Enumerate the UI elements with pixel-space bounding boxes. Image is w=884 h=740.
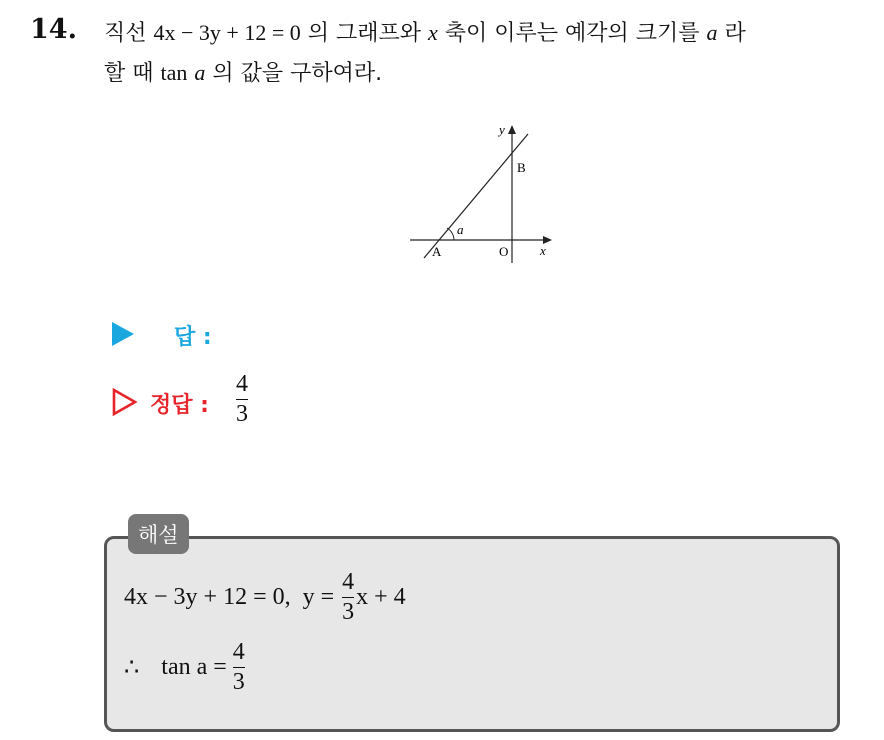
y-axis-arrow [508,125,516,134]
question-text: 라 [717,21,746,46]
graph-figure [400,118,560,268]
solution-equation-tail: x + 4 [356,584,406,611]
y-axis-label: y [499,122,505,137]
point-a-label: A [432,244,442,259]
correct-triangle-icon [112,388,138,416]
angle-label: a [457,222,464,237]
solution-equation: 4x − 3y + 12 = 0, y = [124,584,341,611]
fraction-numerator: 4 [342,569,355,595]
correct-answer-value [236,372,248,427]
solution-line-2 [124,640,245,695]
question-equation: 4x − 3y + 12 = 0 [153,20,301,45]
question-line-2 [104,56,382,87]
solution-box [104,536,840,732]
question-text: 할 때 [104,61,161,86]
solution-tag: 해설 [128,514,189,554]
question-text: 의 그래프와 [300,21,428,46]
correct-answer-label: 정답 : [150,393,209,418]
question-text: 축이 이루는 예각의 크기를 [437,21,707,46]
answer-label: 답 : [174,325,212,350]
x-axis-label: x [540,243,546,258]
answer-triangle-icon [112,322,134,346]
solution-conclusion: tan a = [161,654,233,681]
question-line-1 [104,16,746,47]
fraction-denominator: 3 [342,599,355,626]
fraction-numerator: 4 [236,371,248,397]
question-text: 직선 [104,21,154,46]
therefore-symbol: ∴ [124,655,140,682]
question-number: 14. [30,14,77,45]
fraction-denominator: 3 [232,669,245,696]
angle-variable: a [706,20,718,45]
tan-function: tan [160,60,188,85]
angle-variable: a [194,60,206,85]
solution-line-1 [124,570,406,625]
fraction-denominator: 3 [236,401,248,428]
axis-variable: x [427,20,438,45]
question-text: 의 값을 구하여라. [205,61,383,86]
fraction-numerator: 4 [232,639,245,665]
origin-label: O [499,244,509,259]
point-b-label: B [517,160,526,175]
